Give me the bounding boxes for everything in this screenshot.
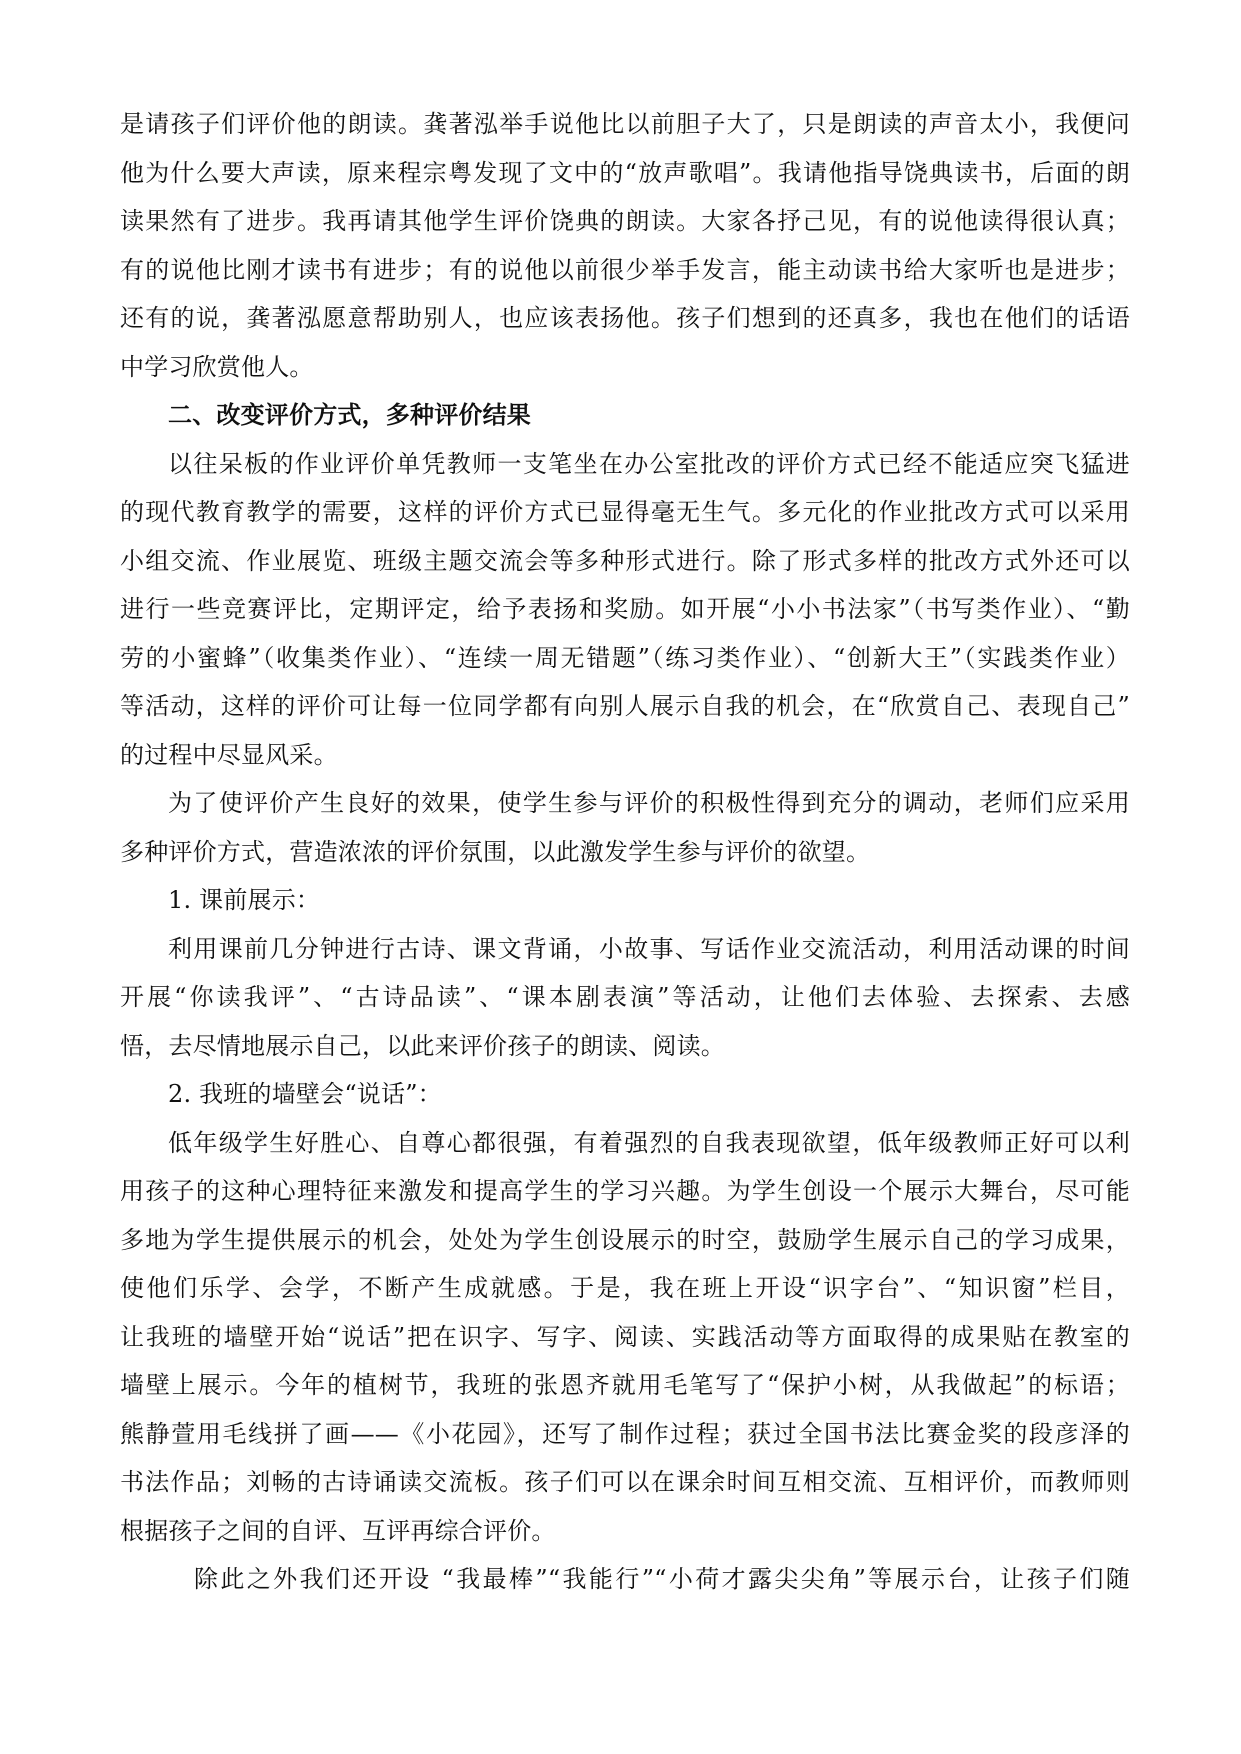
paragraph-6 <box>120 1555 1130 1604</box>
document-page <box>120 100 1130 1604</box>
text-line: 开展“你读我评”、“古诗品读”、“课本剧表演”等活动，让他们去体验、去探索、去感 <box>120 983 1130 1011</box>
text-line: 是请孩子们评价他的朗读。龚著泓举手说他比以前胆子大了，只是朗读的声音太小，我便问 <box>120 110 1130 138</box>
text-line: 等活动，这样的评价可让每一位同学都有向别人展示自我的机会，在“欣赏自己、表现自己” <box>120 692 1130 720</box>
text-line: 中学习欣赏他人。 <box>120 352 314 381</box>
paragraph-5 <box>120 1119 1130 1556</box>
paragraph-4 <box>120 925 1130 1071</box>
text-line: 他为什么要大声读，原来程宗粤发现了文中的“放声歌唱”。我请他指导饶典读书，后面的朗 <box>120 158 1130 187</box>
text-line: 以往呆板的作业评价单凭教师一支笔坐在办公室批改的评价方式已经不能适应突飞猛进 <box>168 449 1130 478</box>
text-line: 熊静萱用毛线拼了画——《小花园》，还写了制作过程；获过全国书法比赛金奖的段彦泽的 <box>120 1419 1130 1448</box>
text-line: 悟，去尽情地展示自己，以此来评价孩子的朗读、阅读。 <box>120 1031 725 1060</box>
text-line: 劳的小蜜蜂”（收集类作业）、“连续一周无错题”（练习类作业）、“创新大王”（实践类作业） <box>120 643 1130 672</box>
text-line: 有的说他比刚才读书有进步；有的说他以前很少举手发言，能主动读书给大家听也是进步； <box>120 255 1130 284</box>
text-line: 为了使评价产生良好的效果，使学生参与评价的积极性得到充分的调动，老师们应采用 <box>168 789 1130 817</box>
text-line: 小组交流、作业展览、班级主题交流会等多种形式进行。除了形式多样的批改方式外还可以 <box>120 546 1130 575</box>
text-line: 的现代教育教学的需要，这样的评价方式已显得毫无生气。多元化的作业批改方式可以采用 <box>120 498 1130 526</box>
text-line: 使他们乐学、会学，不断产生成就感。于是，我在班上开设“识字台”、“知识窗”栏目， <box>120 1274 1130 1302</box>
paragraph-3 <box>120 779 1130 876</box>
text-line: 根据孩子之间的自评、互评再综合评价。 <box>120 1516 556 1545</box>
text-line: 除此之外我们还开设 “我最棒”“我能行”“小荷才露尖尖角”等展示台，让孩子们随 <box>194 1565 1130 1593</box>
paragraph-1 <box>120 100 1130 391</box>
text-line: 墙壁上展示。今年的植树节，我班的张恩齐就用毛笔写了“保护小树，从我做起”的标语； <box>120 1371 1130 1399</box>
text-line: 用孩子的这种心理特征来激发和提高学生的学习兴趣。为学生创设一个展示大舞台，尽可能 <box>120 1177 1130 1205</box>
section-heading: 二、改变评价方式，多种评价结果 <box>168 400 531 429</box>
text-line: 低年级学生好胜心、自尊心都很强，有着强烈的自我表现欲望，低年级教师正好可以利 <box>168 1128 1130 1157</box>
paragraph-2 <box>120 440 1130 780</box>
text-line: 的过程中尽显风采。 <box>120 740 338 769</box>
text-line: 读果然有了进步。我再请其他学生评价饶典的朗读。大家各抒己见，有的说他读得很认真； <box>120 207 1130 235</box>
text-line: 书法作品；刘畅的古诗诵读交流板。孩子们可以在课余时间互相交流、互相评价，而教师则 <box>120 1468 1130 1496</box>
text-line: 还有的说，龚著泓愿意帮助别人，也应该表扬他。孩子们想到的还真多，我也在他们的话语 <box>120 304 1130 332</box>
text-line: 多地为学生提供展示的机会，处处为学生创设展示的时空，鼓励学生展示自己的学习成果， <box>120 1225 1130 1254</box>
text-line: 让我班的墙壁开始“说话”把在识字、写字、阅读、实践活动等方面取得的成果贴在教室的 <box>120 1322 1130 1351</box>
text-line: 利用课前几分钟进行古诗、课文背诵，小故事、写话作业交流活动，利用活动课的时间 <box>168 934 1130 963</box>
text-line: 多种评价方式，营造浓浓的评价氛围，以此激发学生参与评价的欲望。 <box>120 837 871 866</box>
text-line: 进行一些竞赛评比，定期评定，给予表扬和奖励。如开展“小小书法家”（书写类作业）、“勤 <box>120 595 1130 623</box>
subheading-2: 2. 我班的墙壁会“说话”： <box>168 1080 442 1108</box>
subheading-1: 1. 课前展示： <box>168 886 321 914</box>
